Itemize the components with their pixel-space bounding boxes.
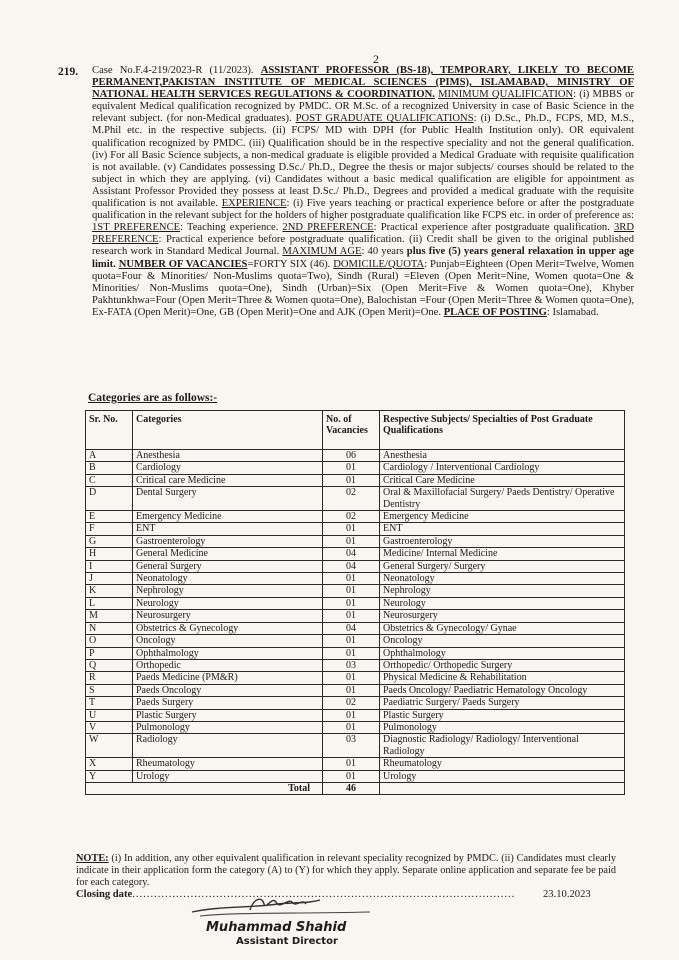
cell-sr-no: E xyxy=(86,511,133,523)
cell-category: Urology xyxy=(133,770,323,782)
cell-vacancies: 01 xyxy=(323,535,380,547)
table-row xyxy=(86,684,625,696)
cell-subjects: Oncology xyxy=(380,635,625,647)
domicile-text: : Punjab=Eighteen (Open Merit=Twelve, Women quota=Four & Minorities/ Non-Muslims quota=Two), Sindh (Rural) =Eleven (Open Merit=Nine, Women quota=One & Minorities/ Non-Muslims quota=One), Sindh (Urban)=Six (Open Merit=Five & Women quota=One), Khyber Pakhtunkhwa=Four (Open Merit=Three & Women quota=One), Balochistan =Four (Open Merit=Three & Women quota=One), Ex-FATA (Open Merit)=One, GB (Open Merit)=One and AJK (Open Merit)=One. xyxy=(92,258,635,318)
cell-vacancies: 01 xyxy=(323,462,380,474)
total-value: 46 xyxy=(323,782,380,794)
cell-subjects: Nephrology xyxy=(380,585,625,597)
cell-subjects: Rheumatology xyxy=(380,758,625,770)
signatory-name: Muhammad Shahid xyxy=(206,920,347,935)
table-row xyxy=(86,709,625,721)
preference-2-text: : Practical experience after postgraduate qualification. xyxy=(373,222,610,234)
table-row xyxy=(86,697,625,709)
cell-vacancies: 01 xyxy=(323,758,380,770)
cell-subjects: Paeds Oncology/ Paediatric Hematology Oncology xyxy=(380,684,625,696)
cell-sr-no: G xyxy=(86,535,133,547)
table-total-row xyxy=(86,782,625,794)
cell-category: Neurosurgery xyxy=(133,610,323,622)
total-empty-cell xyxy=(380,782,625,794)
signatory-title: Assistant Director xyxy=(236,936,338,947)
max-age-label: MAXIMUM AGE xyxy=(282,246,362,258)
cell-vacancies: 01 xyxy=(323,610,380,622)
cell-sr-no: P xyxy=(86,647,133,659)
cell-vacancies: 03 xyxy=(323,659,380,671)
cell-category: Paeds Surgery xyxy=(133,697,323,709)
cell-subjects: Physical Medicine & Rehabilitation xyxy=(380,672,625,684)
cell-sr-no: B xyxy=(86,462,133,474)
table-row xyxy=(86,535,625,547)
posting-label: PLACE OF POSTING xyxy=(443,306,547,318)
cell-sr-no: Y xyxy=(86,770,133,782)
table-row xyxy=(86,659,625,671)
cell-subjects: Pulmonology xyxy=(380,721,625,733)
cell-subjects: Emergency Medicine xyxy=(380,511,625,523)
table-row xyxy=(86,560,625,572)
min-qualification-label: MINIMUM QUALIFICATION xyxy=(438,89,574,101)
domicile-label: DOMICILE/QUOTA xyxy=(333,258,425,270)
cell-category: Orthopedic xyxy=(133,659,323,671)
closing-date-label: Closing date xyxy=(76,889,133,900)
table-row xyxy=(86,635,625,647)
preference-1-label: 1ST PREFERENCE xyxy=(92,222,181,234)
cell-vacancies: 01 xyxy=(323,709,380,721)
note-label: NOTE: xyxy=(76,853,109,864)
cell-vacancies: 01 xyxy=(323,721,380,733)
cell-subjects: Ophthalmology xyxy=(380,647,625,659)
vacancies-label: NUMBER OF VACANCIES xyxy=(118,258,248,270)
cell-subjects: ENT xyxy=(380,523,625,535)
cell-category: Pulmonology xyxy=(133,721,323,733)
experience-text: : (i) Five years teaching or practical experience before or after the postgraduate qualification in the relevant subject for the holders of higher postgraduate qualification like FCPS etc. in order of preference as: xyxy=(92,198,634,222)
preference-3-text: : Practical experience before postgraduate qualification. (ii) Credit shall be given to the original published research work in Standard Medical Journal. xyxy=(92,234,634,258)
cell-sr-no: A xyxy=(86,450,133,462)
cell-sr-no: T xyxy=(86,697,133,709)
cell-subjects: Obstetrics & Gynecology/ Gynae xyxy=(380,622,625,634)
cell-sr-no: C xyxy=(86,474,133,486)
pg-qualification-label: POST GRADUATE QUALIFICATIONS xyxy=(295,113,474,125)
cell-category: Neurology xyxy=(133,597,323,609)
cell-vacancies: 01 xyxy=(323,672,380,684)
table-row xyxy=(86,597,625,609)
cell-vacancies: 04 xyxy=(323,548,380,560)
cell-category: Paeds Oncology xyxy=(133,684,323,696)
cell-category: General Medicine xyxy=(133,548,323,560)
header-subjects: Respective Subjects/ Specialties of Post Graduate Qualifications xyxy=(380,411,625,450)
cell-subjects: Cardiology / Interventional Cardiology xyxy=(380,462,625,474)
categories-title: Categories are as follows:- xyxy=(88,392,218,404)
cell-sr-no: Q xyxy=(86,659,133,671)
cell-sr-no: O xyxy=(86,635,133,647)
cell-vacancies: 01 xyxy=(323,585,380,597)
pg-qualification-text: : (i) D.Sc., Ph.D., FCPS, MD, M.S., M.Phil etc. in the respective subjects. (ii) FCPS/ MD with DPH (for Public Health Institution only). OR equivalent qualification recognized by PMDC. (iii) Qualification should be in the respective speciality and not the general qualification. (iv) For all Basic Science subjects, a non-medical graduate is eligible provided a Medical Graduate with requisite qualification is not available. (v) Candidates possessing D.Sc./ Ph.D., Degree the thesis or major subjects/ courses should be related to the subject in which they are applying. (vi) Candidates without a basic medical qualification are eligible for appointment as Assistant Professor Provided they possess at least D.Sc./ Ph.D., Degrees and provided a medical graduate with the requisite qualification is not available. xyxy=(92,113,635,210)
note-text: (i) In addition, any other equivalent qualification in relevant speciality recognized by PMDC. (ii) Candidates must clearly indicate in their application form the category (A) to (Y) for which they apply. Separate online application and separate fee be paid for each category. xyxy=(76,853,616,888)
cell-vacancies: 02 xyxy=(323,511,380,523)
cell-category: Oncology xyxy=(133,635,323,647)
cell-subjects: Gastroenterology xyxy=(380,535,625,547)
cell-category: Neonatology xyxy=(133,573,323,585)
preference-2-label: 2ND PREFERENCE xyxy=(282,222,374,234)
cell-sr-no: I xyxy=(86,560,133,572)
cell-vacancies: 04 xyxy=(323,560,380,572)
categories-table xyxy=(85,410,625,795)
cell-category: Plastic Surgery xyxy=(133,709,323,721)
cell-vacancies: 02 xyxy=(323,487,380,511)
cell-sr-no: F xyxy=(86,523,133,535)
cell-category: Paeds Medicine (PM&R) xyxy=(133,672,323,684)
cell-vacancies: 01 xyxy=(323,573,380,585)
table-header-row xyxy=(86,411,625,450)
closing-date-value: 23.10.2023 xyxy=(543,889,591,900)
case-reference: Case No.F.4-219/2023-R (11/2023). xyxy=(92,65,254,76)
cell-vacancies: 01 xyxy=(323,684,380,696)
cell-subjects: Orthopedic/ Orthopedic Surgery xyxy=(380,659,625,671)
preference-1-text: : Teaching experience. xyxy=(180,222,279,234)
cell-subjects: Anesthesia xyxy=(380,450,625,462)
page-number: 2 xyxy=(373,52,379,66)
table-row xyxy=(86,721,625,733)
cell-vacancies: 03 xyxy=(323,734,380,758)
closing-date-leader: ......................................................................................................... xyxy=(132,889,516,900)
cell-category: Anesthesia xyxy=(133,450,323,462)
cell-sr-no: V xyxy=(86,721,133,733)
cell-category: Rheumatology xyxy=(133,758,323,770)
cell-category: Radiology xyxy=(133,734,323,758)
cell-subjects: Neurology xyxy=(380,597,625,609)
cell-subjects: Critical Care Medicine xyxy=(380,474,625,486)
cell-subjects: Medicine/ Internal Medicine xyxy=(380,548,625,560)
preference-3-label: 3RD PREFERENCE xyxy=(92,222,634,246)
table-row xyxy=(86,585,625,597)
cell-sr-no: L xyxy=(86,597,133,609)
header-categories: Categories xyxy=(133,411,323,450)
cell-category: Emergency Medicine xyxy=(133,511,323,523)
table-row xyxy=(86,474,625,486)
cell-subjects: General Surgery/ Surgery xyxy=(380,560,625,572)
cell-sr-no: W xyxy=(86,734,133,758)
table-row xyxy=(86,610,625,622)
post-title: ASSISTANT PROFESSOR (BS-18), TEMPORARY, LIKELY TO BECOME PERMANENT,PAKISTAN INSTITUTE OF MEDICAL SCIENCES (PIMS), ISLAMABAD, MINISTRY OF NATIONAL HEALTH SERVICES REGULATIONS & COORDINATION. xyxy=(92,65,634,101)
table-row xyxy=(86,462,625,474)
total-label: Total xyxy=(86,782,323,794)
cell-sr-no: K xyxy=(86,585,133,597)
cell-vacancies: 01 xyxy=(323,647,380,659)
cell-subjects: Neurosurgery xyxy=(380,610,625,622)
cell-category: Critical care Medicine xyxy=(133,474,323,486)
cell-category: Nephrology xyxy=(133,585,323,597)
table-row xyxy=(86,548,625,560)
max-age-text: : 40 years xyxy=(361,246,404,258)
case-number: 219. xyxy=(58,66,79,78)
cell-subjects: Plastic Surgery xyxy=(380,709,625,721)
cell-vacancies: 01 xyxy=(323,523,380,535)
cell-vacancies: 04 xyxy=(323,622,380,634)
table-row xyxy=(86,523,625,535)
table-row xyxy=(86,511,625,523)
cell-subjects: Urology xyxy=(380,770,625,782)
cell-sr-no: R xyxy=(86,672,133,684)
max-age-relaxation: plus five (5) years general relaxation in upper age limit. xyxy=(92,246,635,270)
table-row xyxy=(86,758,625,770)
signature xyxy=(180,888,380,924)
cell-subjects: Diagnostic Radiology/ Radiology/ Interventional Radiology xyxy=(380,734,625,758)
cell-vacancies: 01 xyxy=(323,597,380,609)
cell-category: Cardiology xyxy=(133,462,323,474)
table-body xyxy=(86,450,625,795)
header-vacancies: No. of Vacancies xyxy=(323,411,380,450)
cell-subjects: Neonatology xyxy=(380,573,625,585)
cell-vacancies: 02 xyxy=(323,697,380,709)
cell-category: Ophthalmology xyxy=(133,647,323,659)
cell-sr-no: X xyxy=(86,758,133,770)
header-sr-no: Sr. No. xyxy=(86,411,133,450)
cell-category: Gastroenterology xyxy=(133,535,323,547)
note xyxy=(76,853,616,889)
table-row xyxy=(86,734,625,758)
cell-sr-no: U xyxy=(86,709,133,721)
table-row xyxy=(86,770,625,782)
cell-subjects: Paediatric Surgery/ Paeds Surgery xyxy=(380,697,625,709)
cell-category: Obstetrics & Gynecology xyxy=(133,622,323,634)
cell-sr-no: D xyxy=(86,487,133,511)
table-row xyxy=(86,672,625,684)
min-qualification-text: : (i) MBBS or equivalent Medical qualification recognized by PMDC. OR M.Sc. of a recognized University in case of Basic Science in the relevant subject. (for non-Medical graduates). xyxy=(92,89,634,125)
cell-sr-no: H xyxy=(86,548,133,560)
cell-category: Dental Surgery xyxy=(133,487,323,511)
table-row xyxy=(86,450,625,462)
cell-sr-no: S xyxy=(86,684,133,696)
posting-text: : Islamabad. xyxy=(546,306,599,318)
cell-vacancies: 01 xyxy=(323,635,380,647)
experience-label: EXPERIENCE xyxy=(221,198,287,210)
table-row xyxy=(86,573,625,585)
case-paragraph xyxy=(92,65,634,319)
cell-vacancies: 01 xyxy=(323,474,380,486)
cell-category: General Surgery xyxy=(133,560,323,572)
cell-sr-no: M xyxy=(86,610,133,622)
table-row xyxy=(86,487,625,511)
cell-vacancies: 06 xyxy=(323,450,380,462)
vacancies-text: =FORTY SIX (46). xyxy=(247,258,331,270)
table-row xyxy=(86,622,625,634)
cell-subjects: Oral & Maxillofacial Surgery/ Paeds Dentistry/ Operative Dentistry xyxy=(380,487,625,511)
cell-sr-no: J xyxy=(86,573,133,585)
cell-vacancies: 01 xyxy=(323,770,380,782)
cell-sr-no: N xyxy=(86,622,133,634)
cell-category: ENT xyxy=(133,523,323,535)
table-row xyxy=(86,647,625,659)
